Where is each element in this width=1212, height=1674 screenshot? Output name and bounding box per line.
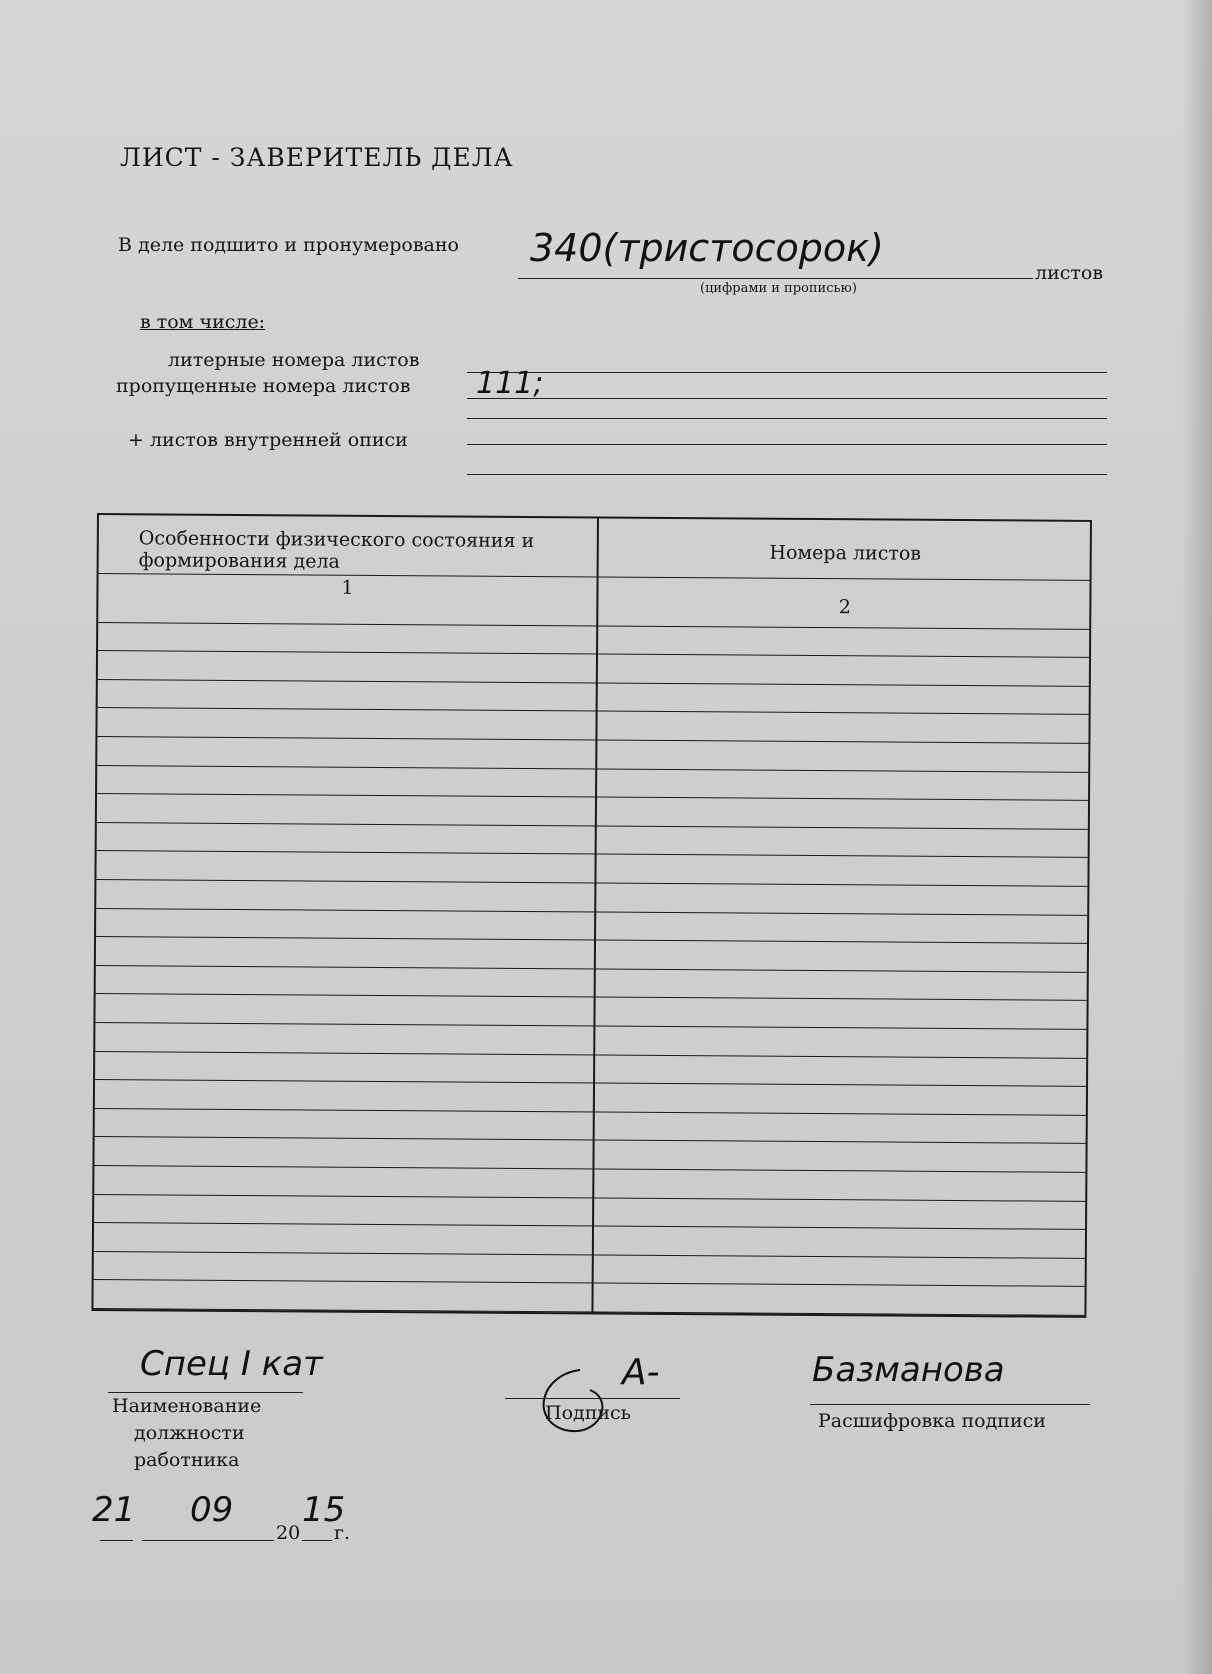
table-row (96, 879, 1087, 887)
table-row (98, 707, 1089, 715)
date-day: 21 (92, 1490, 136, 1530)
table-row (96, 936, 1087, 944)
table-row (95, 1108, 1086, 1116)
table-column-divider (591, 518, 599, 1312)
missing-pages-value: 111; (476, 366, 544, 401)
table-row (95, 1022, 1086, 1030)
decode-value: Базманова (812, 1350, 1005, 1390)
position-label-3: работника (134, 1449, 240, 1471)
table-row (96, 908, 1087, 916)
date-year: 15 (302, 1490, 346, 1530)
date-month: 09 (190, 1490, 234, 1530)
signature-line (505, 1398, 680, 1399)
inner-inventory-line-2 (467, 474, 1107, 475)
signature-value: А- (622, 1352, 660, 1393)
table-row (96, 965, 1087, 973)
filed-caption: (цифрами и прописью) (700, 281, 857, 296)
missing-pages-label: пропущенные номера листов (116, 375, 411, 397)
table-row (98, 679, 1089, 687)
table-col1-number: 1 (341, 576, 354, 599)
letter-pages-label: литерные номера листов (168, 349, 420, 371)
table-row (94, 1222, 1085, 1230)
table-header-col2: Номера листов (769, 541, 922, 565)
filed-value: 340(тристосорок) (530, 226, 884, 270)
letter-pages-line (467, 372, 1107, 373)
table-row (94, 1194, 1085, 1202)
inner-inventory-label: + листов внутренней описи (128, 429, 408, 451)
table-row (98, 622, 1089, 630)
signature-scribble (520, 1360, 640, 1440)
position-value: Спец I кат (140, 1344, 323, 1384)
filed-suffix: листов (1035, 262, 1104, 284)
missing-pages-line (467, 398, 1107, 399)
table-row (95, 1079, 1086, 1087)
table-row (97, 822, 1088, 830)
table-row (98, 650, 1089, 658)
signature-label: Подпись (545, 1402, 632, 1424)
table-col2-number: 2 (838, 596, 851, 619)
table-row (97, 765, 1088, 773)
date-month-line (142, 1540, 274, 1541)
page-edge-shadow (1182, 0, 1212, 1674)
date-suffix: г. (334, 1522, 350, 1544)
including-label: в том числе: (140, 311, 266, 333)
table-row (97, 850, 1088, 858)
date-century: 20 (276, 1522, 301, 1544)
filed-underline (518, 278, 1033, 279)
inner-inventory-line (467, 444, 1107, 445)
position-label-2: должности (134, 1422, 245, 1444)
decode-line (810, 1404, 1090, 1405)
document-title: ЛИСТ - ЗАВЕРИТЕЛЬ ДЕЛА (120, 143, 514, 172)
table-header-col1: Особенности физического состояния и формирования дела (138, 527, 535, 573)
table-row (97, 793, 1088, 801)
date-year-line (302, 1540, 332, 1541)
position-label-1: Наименование (112, 1395, 262, 1417)
table-row (96, 993, 1087, 1001)
missing-pages-line-2 (467, 418, 1107, 419)
table-row (94, 1279, 1085, 1287)
table-row (94, 1251, 1085, 1259)
date-day-line (100, 1540, 133, 1541)
position-line (108, 1392, 303, 1393)
filed-label: В деле подшито и пронумеровано (118, 234, 459, 256)
table-row (94, 1165, 1085, 1173)
case-condition-table (91, 513, 1092, 1318)
table-row (95, 1051, 1086, 1059)
table-row (97, 736, 1088, 744)
table-row (95, 1136, 1086, 1144)
decode-label: Расшифровка подписи (818, 1410, 1046, 1432)
